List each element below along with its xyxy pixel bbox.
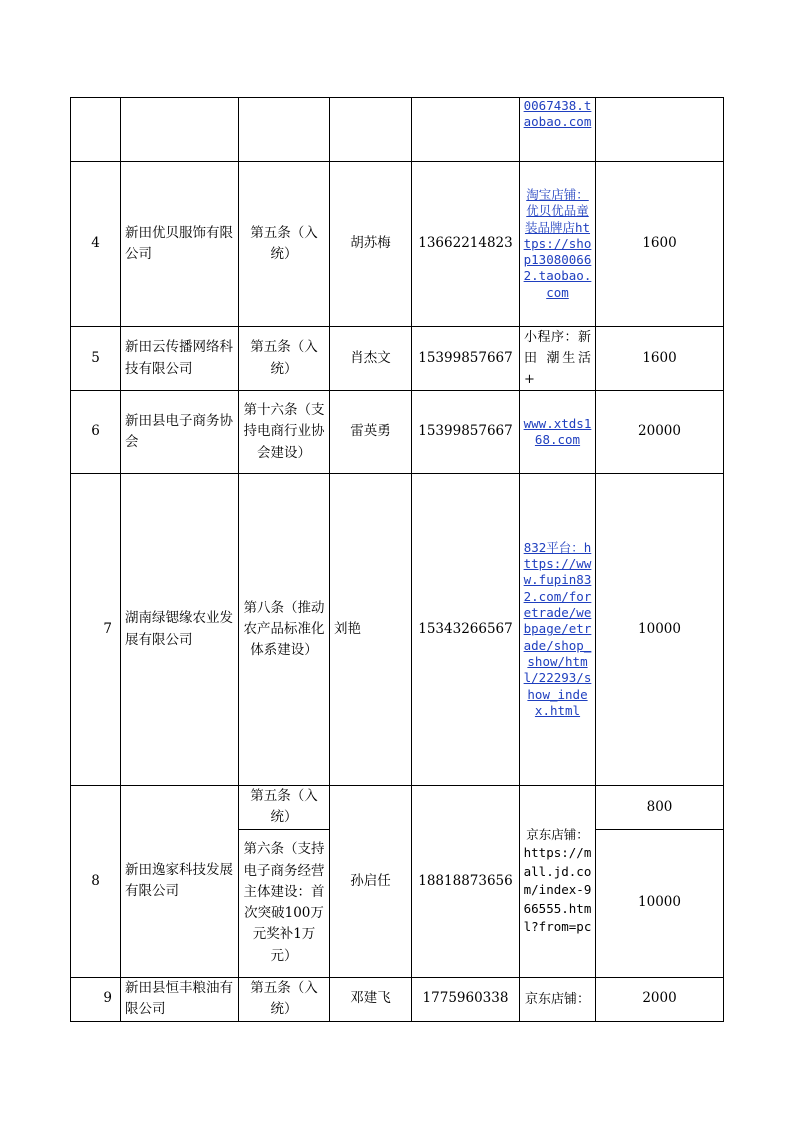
award-clause: 第五条（入统） <box>239 786 330 830</box>
store-link[interactable] <box>520 98 596 162</box>
company-name: 新田逸家科技发展有限公司 <box>121 786 239 978</box>
contact-person: 肖杰文 <box>330 327 412 391</box>
company-name: 新田县电子商务协会 <box>121 391 239 474</box>
store-link: 京东店铺：https://mall.jd.com/index-966555.html?from=pc <box>520 786 596 978</box>
award-clause: 第八条（推动农产品标准化体系建设） <box>239 474 330 786</box>
table-row <box>71 474 724 786</box>
store-link[interactable] <box>520 162 596 327</box>
award-amount: 1600 <box>596 327 724 391</box>
contact-person: 刘艳 <box>330 474 412 786</box>
table-row <box>71 786 724 830</box>
award-clause: 第六条（支持电子商务经营主体建设：首次突破100万元奖补1万元） <box>239 829 330 977</box>
store-link: 京东店铺： <box>520 977 596 1021</box>
store-link[interactable] <box>520 391 596 474</box>
company-name: 湖南绿锶缘农业发展有限公司 <box>121 474 239 786</box>
store-link-text[interactable]: 832平台：https://www.fupin832.com/foretrade/webpage/etrade/shop_show/html/22293/show_index.html <box>523 539 592 718</box>
award-clause: 第五条（入统） <box>239 162 330 327</box>
row-no: 7 <box>71 474 121 786</box>
row-no <box>71 98 121 162</box>
store-link-text[interactable]: 淘宝店铺：优贝优品童装品牌店https://shop130800662.taobao.com <box>523 186 592 300</box>
table-row <box>71 98 724 162</box>
award-table <box>70 97 724 1022</box>
company-name <box>121 98 239 162</box>
row-no: 4 <box>71 162 121 327</box>
row-no: 9 <box>71 977 121 1021</box>
company-name: 新田县恒丰粮油有限公司 <box>121 977 239 1021</box>
contact-person: 孙启任 <box>330 786 412 978</box>
contact-person: 胡苏梅 <box>330 162 412 327</box>
contact-person: 雷英勇 <box>330 391 412 474</box>
award-amount: 2000 <box>596 977 724 1021</box>
table-row <box>71 327 724 391</box>
award-amount <box>596 98 724 162</box>
company-name: 新田优贝服饰有限公司 <box>121 162 239 327</box>
store-link[interactable] <box>520 474 596 786</box>
store-link-text[interactable]: 0067438.taobao.com <box>523 98 592 130</box>
table-row <box>71 977 724 1021</box>
award-clause: 第五条（入统） <box>239 977 330 1021</box>
row-no: 8 <box>71 786 121 978</box>
award-clause: 第五条（入统） <box>239 327 330 391</box>
phone-number <box>412 98 520 162</box>
store-link: 小程序：新 田 潮生活+ <box>520 327 596 391</box>
contact-person <box>330 98 412 162</box>
phone-number: 15399857667 <box>412 391 520 474</box>
row-no: 6 <box>71 391 121 474</box>
company-name: 新田云传播网络科技有限公司 <box>121 327 239 391</box>
phone-number: 18818873656 <box>412 786 520 978</box>
award-amount: 10000 <box>596 829 724 977</box>
phone-number: 15343266567 <box>412 474 520 786</box>
phone-number: 13662214823 <box>412 162 520 327</box>
phone-number: 15399857667 <box>412 327 520 391</box>
award-amount: 20000 <box>596 391 724 474</box>
table-row <box>71 162 724 327</box>
store-link-text[interactable]: www.xtds168.com <box>523 415 592 447</box>
row-no: 5 <box>71 327 121 391</box>
contact-person: 邓建飞 <box>330 977 412 1021</box>
phone-number: 1775960338 <box>412 977 520 1021</box>
award-amount: 1600 <box>596 162 724 327</box>
table-row <box>71 391 724 474</box>
award-amount: 10000 <box>596 474 724 786</box>
award-amount: 800 <box>596 786 724 830</box>
award-clause <box>239 98 330 162</box>
award-clause: 第十六条（支持电商行业协会建设） <box>239 391 330 474</box>
